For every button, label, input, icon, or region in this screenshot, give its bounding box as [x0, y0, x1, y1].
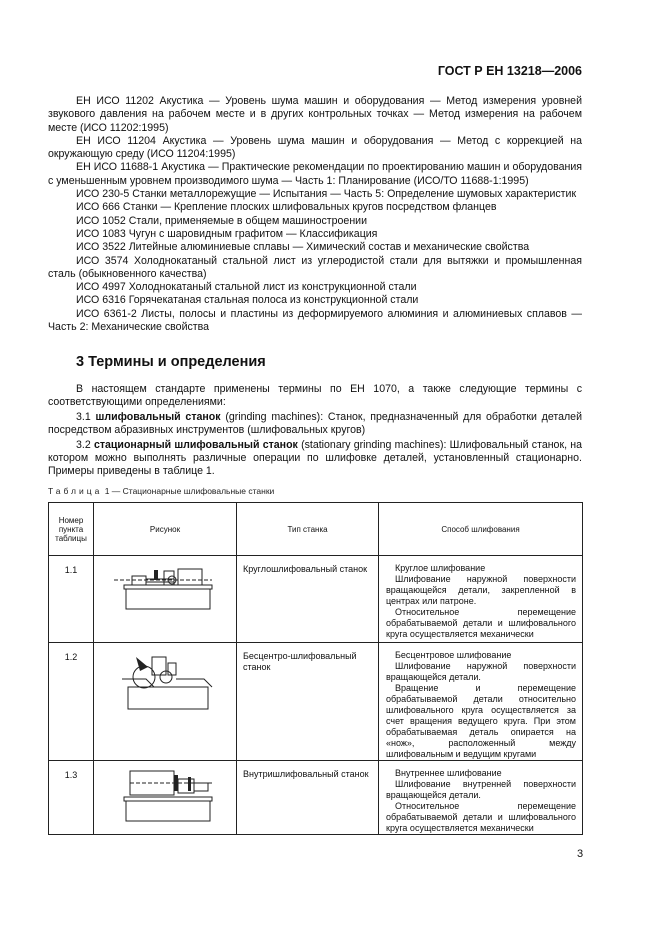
machine-type: Круглошлифовальный станок: [237, 556, 379, 643]
method-text: Вращение и перемещение обрабатываемой детали относительно шлифовального круга осуществляется за счет вращения ведущего круга. При этом обрабатываемая деталь опирается на «нож», расположенный между шлифовальным и ведущим кругами: [386, 683, 576, 759]
term-3-1: [48, 411, 582, 438]
method-title: Внутреннее шлифование: [395, 768, 502, 778]
table-caption-title: 1 — Стационарные шлифовальные станки: [102, 486, 275, 496]
reference-item: ИСО 3522 Литейные алюминиевые сплавы — Химический состав и механические свойства: [76, 241, 530, 254]
reference-item: ЕН ИСО 11202 Акустика — Уровень шума машин и оборудования — Метод измерения уровней звукового давления на рабочем месте и в других контрольных точках — Метод измерения на рабочем месте (ИСО 11202:1995): [48, 95, 582, 134]
reference-item: ИСО 666 Станки — Крепление плоских шлифовальных кругов посредством фланцев: [76, 201, 497, 214]
term-definition: (stationary grinding machines): Шлифовальный станок, на котором можно выполнять различные операции по шлифовке деталей, установленный стационарно. Примеры приведены в таблице 1.: [48, 438, 582, 478]
section-heading: 3 Термины и определения: [76, 354, 266, 370]
method-text: Относительное перемещение обрабатываемой детали и шлифовального круга осуществляется механически: [386, 801, 576, 833]
method-title: Круглое шлифование: [395, 563, 486, 573]
grinding-method: [379, 643, 583, 761]
cylindrical-grinder-drawing-icon: [94, 556, 236, 616]
header-num: Номер пункта таблицы: [49, 503, 94, 556]
method-text: Шлифование наружной поверхности вращающейся детали.: [386, 661, 576, 682]
term-definition: (grinding machines): Станок, предназначенный для обработки деталей посредством абразивных инструментов (шлифовальных кругов): [48, 410, 582, 437]
machine-figure: [94, 556, 237, 643]
term-3-2: [48, 439, 582, 479]
term-number: 3.2: [76, 438, 91, 451]
table-row: [49, 643, 583, 761]
machines-table: [48, 502, 583, 835]
method-text: Шлифование наружной поверхности вращающейся детали, закрепленной в центрах или патроне.: [386, 574, 576, 606]
term-name: шлифовальный станок: [95, 410, 221, 423]
internal-grinder-drawing-icon: [94, 761, 236, 827]
row-number: 1.3: [49, 761, 94, 835]
method-text: Шлифование внутренней поверхности вращающейся детали.: [386, 779, 576, 800]
section-body: [48, 383, 582, 480]
row-number: 1.2: [49, 643, 94, 761]
reference-item: ЕН ИСО 11204 Акустика — Уровень шума машин и оборудования — Метод с коррекцией на окружающую среду (ИСО 11204:1995): [48, 134, 582, 161]
centerless-grinder-drawing-icon: [94, 643, 236, 717]
reference-item: ИСО 6316 Горячекатаная стальная полоса из конструкционной стали: [76, 294, 419, 307]
table-caption-prefix: Таблица: [48, 486, 103, 496]
term-name: стационарный шлифовальный станок: [93, 438, 298, 451]
reference-item: ИСО 1083 Чугун с шаровидным графитом — Классификация: [76, 227, 378, 240]
intro-paragraph: В настоящем стандарте применены термины по ЕН 1070, а также следующие термины с соответствующими определениями:: [48, 383, 582, 409]
row-number: 1.1: [49, 556, 94, 643]
machine-figure: [94, 761, 237, 835]
header-type: Тип станка: [237, 503, 379, 556]
table-header-row: [49, 503, 583, 556]
table-row: [49, 761, 583, 835]
page-number: 3: [577, 848, 584, 860]
grinding-method: [379, 556, 583, 643]
method-title: Бесцентровое шлифование: [395, 650, 512, 660]
reference-item: ЕН ИСО 11688-1 Акустика — Практические рекомендации по проектированию машин и оборудования с уменьшенным уровнем производимого шума — Часть 1: Планирование (ИСО/ТО 11688-1:1995): [48, 161, 582, 187]
normative-references: [48, 95, 582, 334]
reference-item: ИСО 3574 Холоднокатаный стальной лист из углеродистой стали для вытяжки и промышленная сталь (обыкновенного качества): [48, 254, 582, 280]
header-method: Способ шлифования: [379, 503, 583, 556]
method-text: Относительное перемещение обрабатываемой детали и шлифовального круга осуществляется механически: [386, 607, 576, 639]
table-row: [49, 556, 583, 643]
machine-type: Внутришлифовальный станок: [237, 761, 379, 835]
table-caption: [48, 486, 274, 496]
grinding-method: [379, 761, 583, 835]
reference-item: ИСО 4997 Холоднокатаный стальной лист из конструкционной стали: [76, 281, 417, 294]
document-code: ГОСТ Р ЕН 13218—2006: [437, 64, 582, 78]
machine-type: Бесцентро-шлифовальный станок: [237, 643, 379, 761]
header-picture: Рисунок: [94, 503, 237, 556]
term-number: 3.1: [76, 410, 91, 423]
reference-item: ИСО 230-5 Станки металлорежущие — Испытания — Часть 5: Определение шумовых характеристик: [76, 188, 577, 201]
reference-item: ИСО 6361-2 Листы, полосы и пластины из деформируемого алюминия и алюминиевых сплавов — Часть 2: Механические свойства: [48, 307, 582, 334]
machine-figure: [94, 643, 237, 761]
reference-item: ИСО 1052 Стали, применяемые в общем машиностроении: [76, 214, 368, 227]
